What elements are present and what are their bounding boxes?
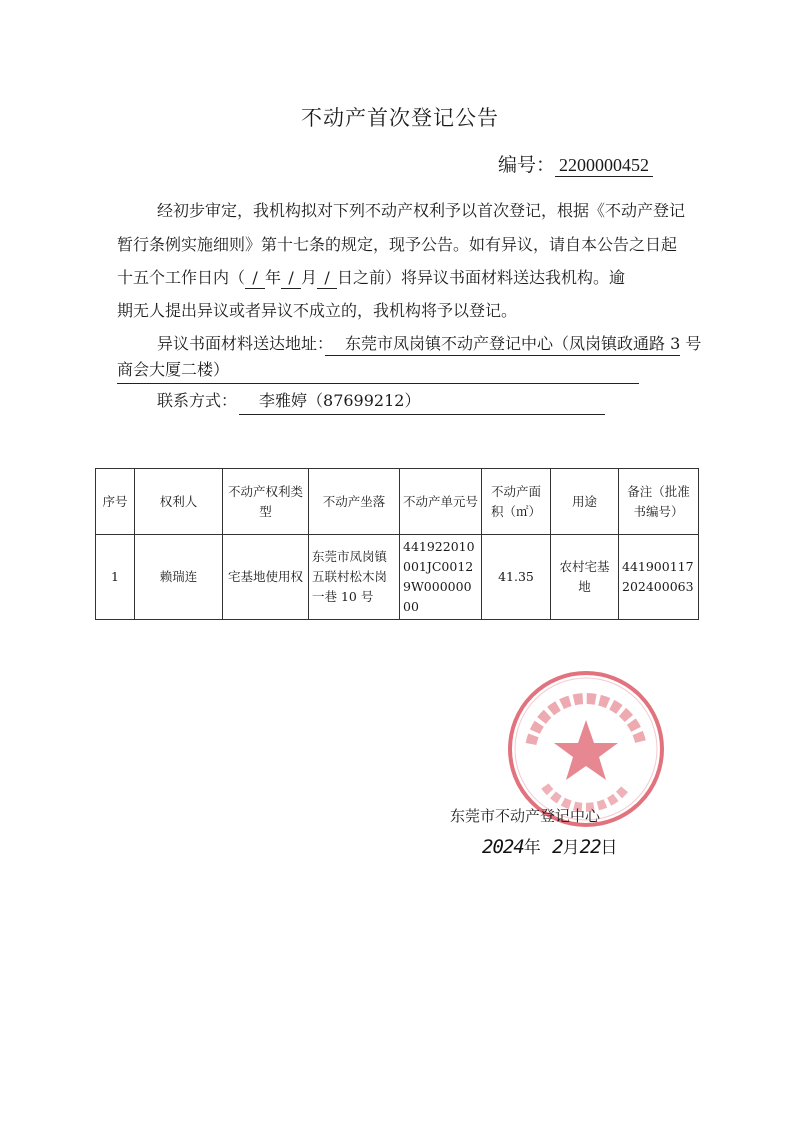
- contact-label: 联系方式：: [157, 391, 238, 410]
- contact-line: [157, 391, 420, 411]
- deadline-year-char: 年: [265, 268, 282, 287]
- header-area: 不动产面积（㎡）: [482, 469, 551, 535]
- document-number-label: 编号：: [498, 154, 556, 176]
- paragraph-line-3: [117, 268, 625, 289]
- header-right-holder: 权利人: [135, 469, 223, 535]
- deadline-suffix: 日之前）将异议书面材料送达我机构。逾: [337, 268, 626, 287]
- document-title: 不动产首次登记公告: [301, 106, 499, 130]
- contact-value: 李雅婷（87699212）: [259, 391, 421, 410]
- date-year: 2024: [482, 836, 524, 858]
- address-value-line2: 商会大厦二楼）: [117, 360, 230, 379]
- header-right-type: 不动产权利类型: [223, 469, 309, 535]
- cell-right-type: 宅基地使用权: [223, 535, 309, 620]
- header-unit-number: 不动产单元号: [400, 469, 482, 535]
- deadline-month-blank: /: [281, 268, 301, 289]
- table-header-row: [96, 469, 699, 535]
- date-day: 22: [579, 836, 601, 858]
- address-value-line1: 东莞市凤岗镇不动产登记中心（凤岗镇政通路 3 号: [345, 334, 702, 353]
- date-year-char: 年: [523, 838, 541, 858]
- document-number-value: 2200000452: [555, 155, 653, 177]
- address-underline-2: [117, 383, 639, 384]
- cell-area: 41.35: [482, 535, 551, 620]
- document-number: [498, 150, 653, 177]
- address-label: 异议书面材料送达地址：: [157, 334, 334, 353]
- header-remarks: 备注（批准书编号）: [619, 469, 699, 535]
- registration-table: [95, 468, 699, 620]
- header-index: 序号: [96, 469, 135, 535]
- header-usage: 用途: [551, 469, 619, 535]
- date-month: 2: [552, 836, 563, 858]
- deadline-prefix: 十五个工作日内（: [117, 268, 246, 287]
- address-underline-1: [325, 355, 680, 356]
- address-line: [157, 334, 701, 354]
- issue-date: [482, 833, 618, 858]
- paragraph-line-4: 期无人提出异议或者异议不成立的，我机构将予以登记。: [117, 301, 518, 320]
- date-month-char: 月: [562, 838, 580, 858]
- contact-underline: [239, 414, 605, 415]
- cell-location: 东莞市凤岗镇五联村松木岗一巷 10 号: [309, 535, 400, 620]
- table-row: [96, 535, 699, 620]
- paragraph-line-1: 经初步审定，我机构拟对下列不动产权利予以首次登记，根据《不动产登记: [157, 201, 686, 220]
- paragraph-line-2: 暂行条例实施细则》第十七条的规定，现予公告。如有异议，请自本公告之日起: [117, 235, 678, 254]
- cell-unit-number: 441922010001JC00129W00000000: [400, 535, 482, 620]
- cell-index: 1: [96, 535, 135, 620]
- deadline-month-char: 月: [301, 268, 318, 287]
- header-location: 不动产坐落: [309, 469, 400, 535]
- deadline-day-blank: /: [317, 268, 337, 289]
- cell-right-holder: 赖瑞连: [135, 535, 223, 620]
- cell-usage: 农村宅基地: [551, 535, 619, 620]
- date-day-char: 日: [600, 838, 618, 858]
- cell-remarks: 441900117202400063: [619, 535, 699, 620]
- deadline-year-blank: /: [245, 268, 265, 289]
- issuer-name: 东莞市不动产登记中心: [450, 807, 601, 825]
